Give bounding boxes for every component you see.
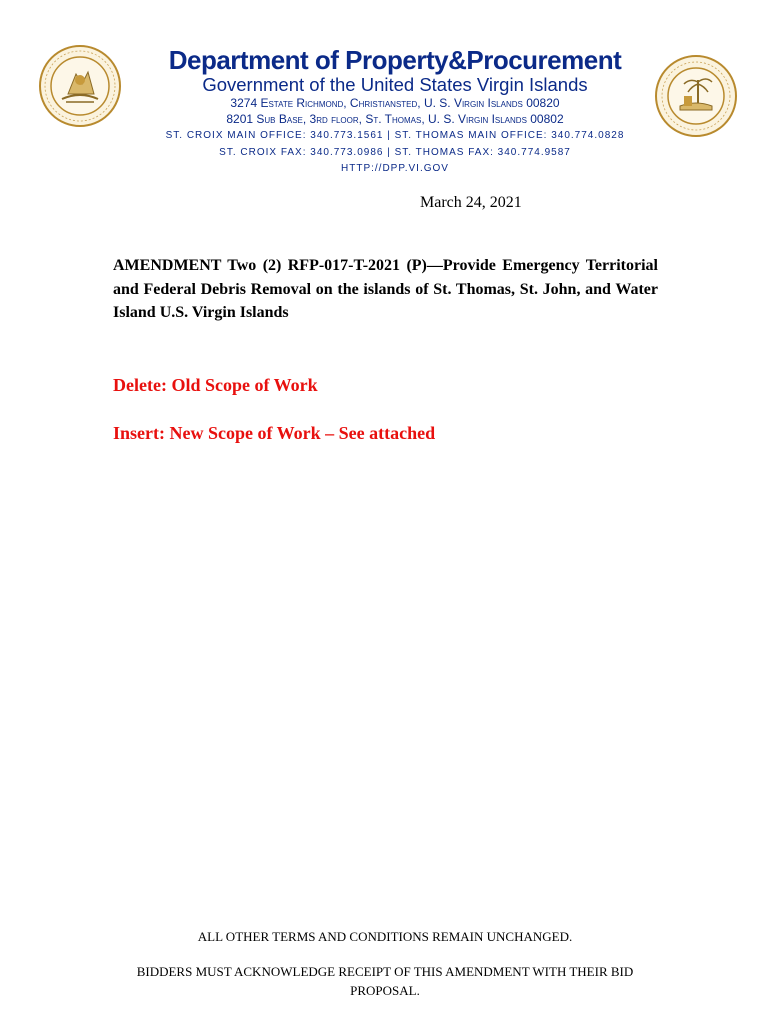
- address-st-thomas: 8201 Sub Base, 3rd floor, St. Thomas, U. S. Virgin Islands 00802: [226, 112, 564, 126]
- address-st-croix: 3274 Estate Richmond, Christiansted, U. S. Virgin Islands 00820: [230, 96, 560, 110]
- delete-instruction: Delete: Old Scope of Work: [113, 375, 318, 395]
- terms-notice: ALL OTHER TERMS AND CONDITIONS REMAIN UNCHANGED.: [197, 929, 573, 944]
- department-name: Department of Property&Procurement: [168, 45, 622, 75]
- amendment-subject: AMENDMENT Two (2) RFP-017-T-2021 (P)—Provide Emergency Territorial and Federal Debris Removal on the islands of St. Thomas, St. John, and Water Island U.S. Virgin Islands: [113, 257, 658, 321]
- fax-numbers: ST. CROIX FAX: 340.773.0986 | ST. THOMAS FAX: 340.774.9587: [219, 147, 571, 158]
- letter-date: March 24, 2021: [420, 194, 522, 211]
- website-link[interactable]: HTTP://DPP.VI.GOV: [341, 163, 449, 174]
- government-seal-icon: [38, 44, 122, 128]
- insert-instruction: Insert: New Scope of Work – See attached: [113, 423, 436, 443]
- main-office-phones: ST. CROIX MAIN OFFICE: 340.773.1561 | ST. THOMAS MAIN OFFICE: 340.774.0828: [165, 130, 625, 141]
- acknowledgement-notice: BIDDERS MUST ACKNOWLEDGE RECEIPT OF THIS AMENDMENT WITH THEIR BID PROPOSAL.: [136, 964, 634, 998]
- letterhead: [140, 45, 650, 176]
- department-seal-icon: [654, 54, 738, 138]
- government-name: Government of the United States Virgin Islands: [202, 74, 588, 95]
